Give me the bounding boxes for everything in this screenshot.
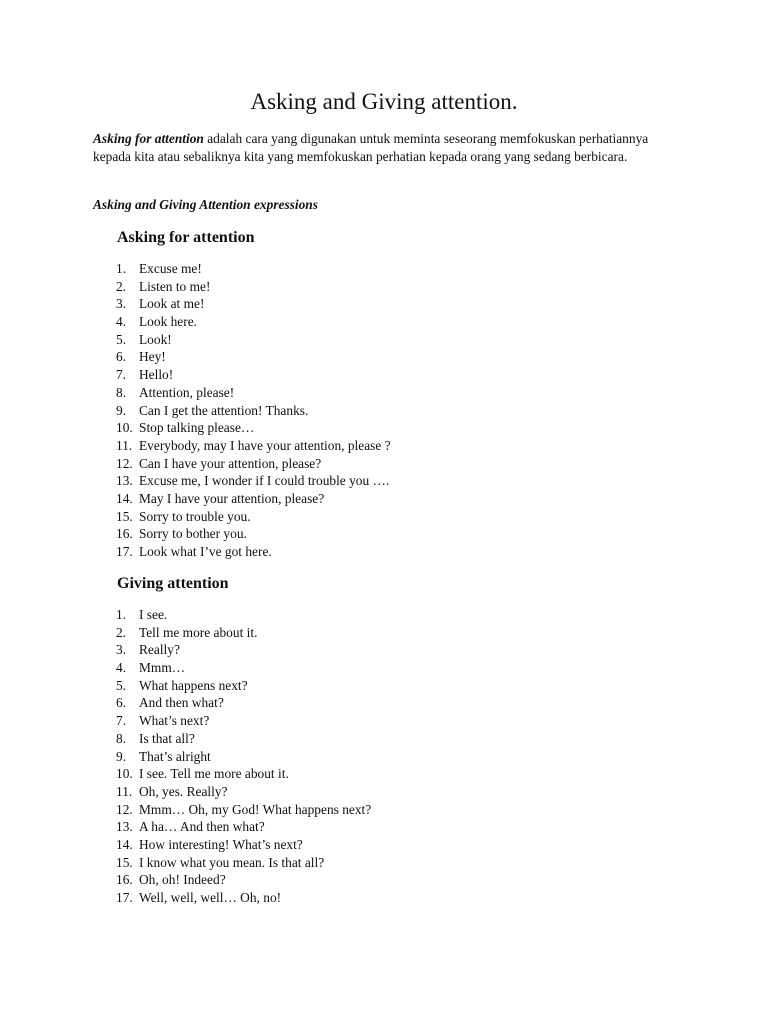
list-item <box>0 508 768 526</box>
list-item-text: Stop talking please… <box>139 420 255 436</box>
list-item-text: May I have your attention, please? <box>139 490 325 506</box>
list-item <box>0 437 768 455</box>
list-item <box>0 818 768 836</box>
list-item-text: I see. <box>139 607 168 622</box>
list-item-text: What happens next? <box>139 677 248 693</box>
list-item <box>0 402 768 420</box>
list-item-number: 7. <box>116 367 127 383</box>
list-item-number: 9. <box>116 748 127 764</box>
list-item-number: 12. <box>116 801 133 817</box>
list-item <box>0 295 768 313</box>
list-item <box>0 854 768 872</box>
list-item-number: 5. <box>116 331 127 347</box>
list-item-number: 12. <box>116 455 133 471</box>
list-item-number: 8. <box>116 384 127 400</box>
list-item-number: 15. <box>116 854 133 870</box>
section-heading-giving: Giving attention <box>117 575 229 592</box>
list-item <box>0 490 768 508</box>
list-item-number: 6. <box>116 349 127 365</box>
list-item-text: Listen to me! <box>139 278 211 294</box>
asking-list <box>0 260 768 561</box>
list-item <box>0 260 768 278</box>
list-item-number: 3. <box>116 296 127 312</box>
list-item-text: Hey! <box>139 349 166 365</box>
list-item-number: 7. <box>116 713 127 729</box>
list-item-number: 8. <box>116 730 127 746</box>
list-item-number: 1. <box>116 607 127 622</box>
list-item-text: Look! <box>139 331 172 347</box>
list-item <box>0 472 768 490</box>
list-item <box>0 606 768 624</box>
list-item-number: 14. <box>116 836 133 852</box>
list-item-text: Oh, yes. Really? <box>139 783 228 799</box>
list-item <box>0 677 768 695</box>
list-item-number: 15. <box>116 508 133 524</box>
list-item-number: 17. <box>116 890 133 905</box>
list-item <box>0 384 768 402</box>
list-item-text: A ha… And then what? <box>139 819 265 835</box>
intro-paragraph <box>93 130 653 166</box>
list-item-text: Really? <box>139 642 180 658</box>
list-item-number: 16. <box>116 872 133 888</box>
list-item <box>0 801 768 819</box>
list-item-text: Look what I’ve got here. <box>139 544 272 559</box>
list-item <box>0 455 768 473</box>
list-item <box>0 694 768 712</box>
list-item-text: Sorry to bother you. <box>139 526 247 542</box>
list-item-text: Can I have your attention, please? <box>139 455 322 471</box>
list-item-text: Mmm… Oh, my God! What happens next? <box>139 801 372 817</box>
expressions-subtitle: Asking and Giving Attention expressions <box>93 197 318 212</box>
list-item-number: 16. <box>116 526 133 542</box>
list-item-number: 6. <box>116 695 127 711</box>
list-item-number: 14. <box>116 490 133 506</box>
list-item-text: Well, well, well… Oh, no! <box>139 890 282 905</box>
list-item <box>0 748 768 766</box>
list-item-number: 9. <box>116 402 127 418</box>
list-item-number: 11. <box>116 783 133 799</box>
list-item <box>0 313 768 331</box>
list-item-number: 3. <box>116 642 127 658</box>
giving-list <box>0 606 768 907</box>
intro-text: adalah cara yang digunakan untuk meminta seseorang memfokuskan perhatiannya kepada kita atau sebaliknya kita yang memfokuskan perhatian kepada orang yang sedang berbicara. <box>93 131 649 164</box>
list-item <box>0 730 768 748</box>
list-item-number: 2. <box>116 278 127 294</box>
list-item-text: Attention, please! <box>139 384 235 400</box>
list-item-text: Is that all? <box>139 730 195 746</box>
list-item-text: Look at me! <box>139 296 205 312</box>
list-item <box>0 712 768 730</box>
list-item-number: 4. <box>116 660 127 676</box>
list-item-text: Look here. <box>139 314 198 330</box>
list-item <box>0 624 768 642</box>
list-item-number: 2. <box>116 624 127 640</box>
list-item-number: 1. <box>116 261 127 276</box>
list-item <box>0 543 768 561</box>
list-item <box>0 871 768 889</box>
list-item <box>0 889 768 907</box>
list-item-text: Everybody, may I have your attention, please ? <box>139 437 391 453</box>
list-item-number: 17. <box>116 544 133 559</box>
list-item-text: What’s next? <box>139 713 210 729</box>
list-item <box>0 366 768 384</box>
list-item <box>0 331 768 349</box>
list-item-number: 10. <box>116 420 133 436</box>
list-item-text: Mmm… <box>139 660 186 676</box>
list-item <box>0 836 768 854</box>
intro-lead: Asking for attention <box>93 131 204 146</box>
list-item-text: That’s alright <box>139 748 211 764</box>
list-item <box>0 348 768 366</box>
list-item-text: Sorry to trouble you. <box>139 508 251 524</box>
section-heading-asking: Asking for attention <box>117 229 255 246</box>
list-item-text: Tell me more about it. <box>139 624 258 640</box>
document-title: Asking and Giving attention. <box>250 89 518 114</box>
list-item <box>0 278 768 296</box>
list-item-text: Excuse me! <box>139 261 202 276</box>
list-item-text: Hello! <box>139 367 174 383</box>
list-item-number: 4. <box>116 314 127 330</box>
list-item-text: How interesting! What’s next? <box>139 836 303 852</box>
list-item <box>0 659 768 677</box>
list-item <box>0 419 768 437</box>
list-item <box>0 641 768 659</box>
list-item-number: 5. <box>116 677 127 693</box>
list-item-text: Excuse me, I wonder if I could trouble you …. <box>139 473 390 489</box>
list-item-text: Oh, oh! Indeed? <box>139 872 226 888</box>
list-item-number: 13. <box>116 819 133 835</box>
list-item-text: And then what? <box>139 695 224 711</box>
list-item-number: 13. <box>116 473 133 489</box>
list-item <box>0 525 768 543</box>
list-item-text: Can I get the attention! Thanks. <box>139 402 309 418</box>
list-item-number: 11. <box>116 437 133 453</box>
list-item <box>0 765 768 783</box>
list-item <box>0 783 768 801</box>
list-item-number: 10. <box>116 766 133 782</box>
list-item-text: I know what you mean. Is that all? <box>139 854 325 870</box>
list-item-text: I see. Tell me more about it. <box>139 766 289 782</box>
